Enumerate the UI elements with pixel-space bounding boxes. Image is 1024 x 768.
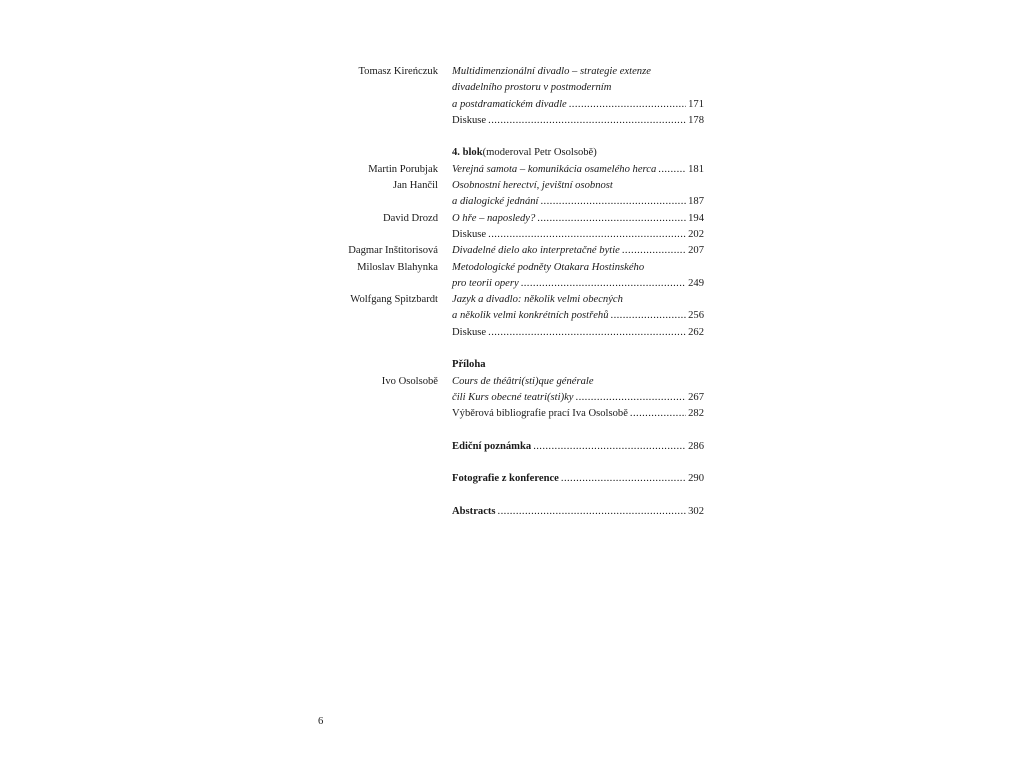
toc-row xyxy=(0,162,1024,178)
toc-page-number: 249 xyxy=(688,277,704,289)
toc-title: a postdramatickém divadle xyxy=(452,98,567,110)
toc-row xyxy=(0,227,1024,243)
toc-title: a několik velmi konkrétních postřehů xyxy=(452,310,609,322)
toc-row xyxy=(0,64,1024,80)
toc-author: Ivo Osolsobě xyxy=(381,375,438,387)
toc-row xyxy=(0,390,1024,406)
toc-leader-dots xyxy=(521,276,686,292)
toc-leader-dots xyxy=(658,162,686,178)
toc-row xyxy=(0,211,1024,227)
toc-author: Martin Porubjak xyxy=(368,163,438,175)
toc-title: Diskuse xyxy=(452,228,487,240)
toc-spacer xyxy=(0,488,1024,504)
toc-page-number: 286 xyxy=(688,440,704,452)
toc-title: Multidimenzionální divadlo – strategie extenze xyxy=(452,66,651,77)
toc-title: Diskuse xyxy=(452,326,487,338)
toc-entry xyxy=(452,374,704,390)
toc-entry xyxy=(452,64,704,80)
toc-entry xyxy=(452,276,704,292)
toc-spacer xyxy=(0,423,1024,439)
toc-entry xyxy=(452,406,704,422)
toc-entry xyxy=(452,325,704,341)
toc-row xyxy=(0,357,1024,373)
toc-leader-dots xyxy=(630,406,686,422)
toc-row xyxy=(0,276,1024,292)
toc-page-number: 207 xyxy=(688,245,704,257)
toc-row xyxy=(0,504,1024,520)
toc-entry xyxy=(452,243,704,259)
toc-leader-dots xyxy=(498,504,687,520)
toc-title: Příloha xyxy=(452,359,486,371)
toc-row xyxy=(0,406,1024,422)
toc-author: Miloslav Blahynka xyxy=(357,261,438,273)
toc-page-number: 256 xyxy=(688,310,704,322)
toc-page-number: 202 xyxy=(688,228,704,240)
toc-leader-dots xyxy=(488,325,686,341)
toc-page-number: 181 xyxy=(688,163,704,175)
toc-page-number: 262 xyxy=(688,326,704,338)
table-of-contents xyxy=(0,64,1024,520)
toc-title: Výběrová bibliografie prací Iva Osolsobě xyxy=(452,408,628,420)
toc-title: divadelního prostoru v postmoderním xyxy=(452,82,612,94)
toc-author: Jan Hančil xyxy=(392,180,438,192)
toc-title: Diskuse xyxy=(452,114,487,126)
toc-row xyxy=(0,194,1024,210)
toc-entry xyxy=(452,178,704,194)
toc-entry xyxy=(452,145,704,161)
toc-entry xyxy=(452,471,704,487)
toc-author: David Drozd xyxy=(382,212,438,224)
toc-row xyxy=(0,374,1024,390)
toc-title: čili Kurs obecné teatri(sti)ky xyxy=(452,391,574,403)
toc-author: Dagmar Inštitorisová xyxy=(348,245,438,257)
toc-author: Wolfgang Spitzbardt xyxy=(350,294,438,306)
toc-leader-dots xyxy=(488,227,686,243)
toc-entry xyxy=(452,504,704,520)
toc-entry xyxy=(452,211,704,227)
toc-row xyxy=(0,97,1024,113)
toc-title: Abstracts xyxy=(452,506,496,518)
toc-page-number: 267 xyxy=(688,391,704,403)
toc-title: a dialogické jednání xyxy=(452,196,539,208)
toc-row xyxy=(0,260,1024,276)
toc-row xyxy=(0,292,1024,308)
toc-entry xyxy=(452,113,704,129)
toc-spacer xyxy=(0,455,1024,471)
toc-row xyxy=(0,145,1024,161)
toc-entry xyxy=(452,390,704,406)
toc-title: Jazyk a divadlo: několik velmi obecných xyxy=(452,294,623,306)
toc-entry xyxy=(452,439,704,455)
toc-entry xyxy=(452,194,704,210)
toc-page-number: 282 xyxy=(688,408,704,420)
toc-page-number: 290 xyxy=(688,473,704,485)
toc-entry xyxy=(452,162,704,178)
page-number: 6 xyxy=(318,716,324,727)
toc-title: Verejná samota – komunikácia osamelého herca xyxy=(452,163,657,175)
toc-title: Fotografie z konference xyxy=(452,473,559,485)
toc-leader-dots xyxy=(533,439,686,455)
toc-leader-dots xyxy=(541,194,687,210)
toc-page-number: 302 xyxy=(688,506,704,518)
toc-spacer xyxy=(0,129,1024,145)
toc-row xyxy=(0,308,1024,324)
toc-page-number: 178 xyxy=(688,114,704,126)
toc-title: Osobnostní herectví, jevištní osobnost xyxy=(452,180,613,192)
toc-title-note: (moderoval Petr Osolsobě) xyxy=(482,147,597,159)
toc-entry xyxy=(452,97,704,113)
toc-row xyxy=(0,178,1024,194)
toc-entry xyxy=(452,357,704,373)
toc-spacer xyxy=(0,341,1024,357)
toc-author: Tomasz Kireńczuk xyxy=(358,66,438,77)
toc-entry xyxy=(452,308,704,324)
toc-leader-dots xyxy=(611,308,687,324)
toc-title: pro teorii opery xyxy=(452,277,519,289)
toc-entry xyxy=(452,260,704,276)
toc-title: Metodologické podněty Otakara Hostinského xyxy=(452,261,645,273)
toc-row xyxy=(0,113,1024,129)
toc-entry xyxy=(452,227,704,243)
toc-row xyxy=(0,243,1024,259)
toc-leader-dots xyxy=(569,97,686,113)
toc-row xyxy=(0,80,1024,96)
toc-page-number: 187 xyxy=(688,196,704,208)
toc-page-number: 171 xyxy=(688,98,704,110)
toc-title: 4. blok xyxy=(452,147,483,159)
toc-row xyxy=(0,439,1024,455)
toc-title: Cours de théâtri(sti)que générale xyxy=(452,375,594,387)
toc-entry xyxy=(452,80,704,96)
toc-leader-dots xyxy=(488,113,686,129)
toc-leader-dots xyxy=(561,471,686,487)
toc-title: O hře – naposledy? xyxy=(452,212,536,224)
toc-title: Ediční poznámka xyxy=(452,440,532,452)
toc-leader-dots xyxy=(537,211,686,227)
toc-row xyxy=(0,471,1024,487)
toc-leader-dots xyxy=(576,390,687,406)
toc-row xyxy=(0,325,1024,341)
toc-entry xyxy=(452,292,704,308)
toc-leader-dots xyxy=(622,243,686,259)
toc-page-number: 194 xyxy=(688,212,704,224)
toc-title: Divadelné dielo ako interpretačné bytie xyxy=(452,245,620,257)
